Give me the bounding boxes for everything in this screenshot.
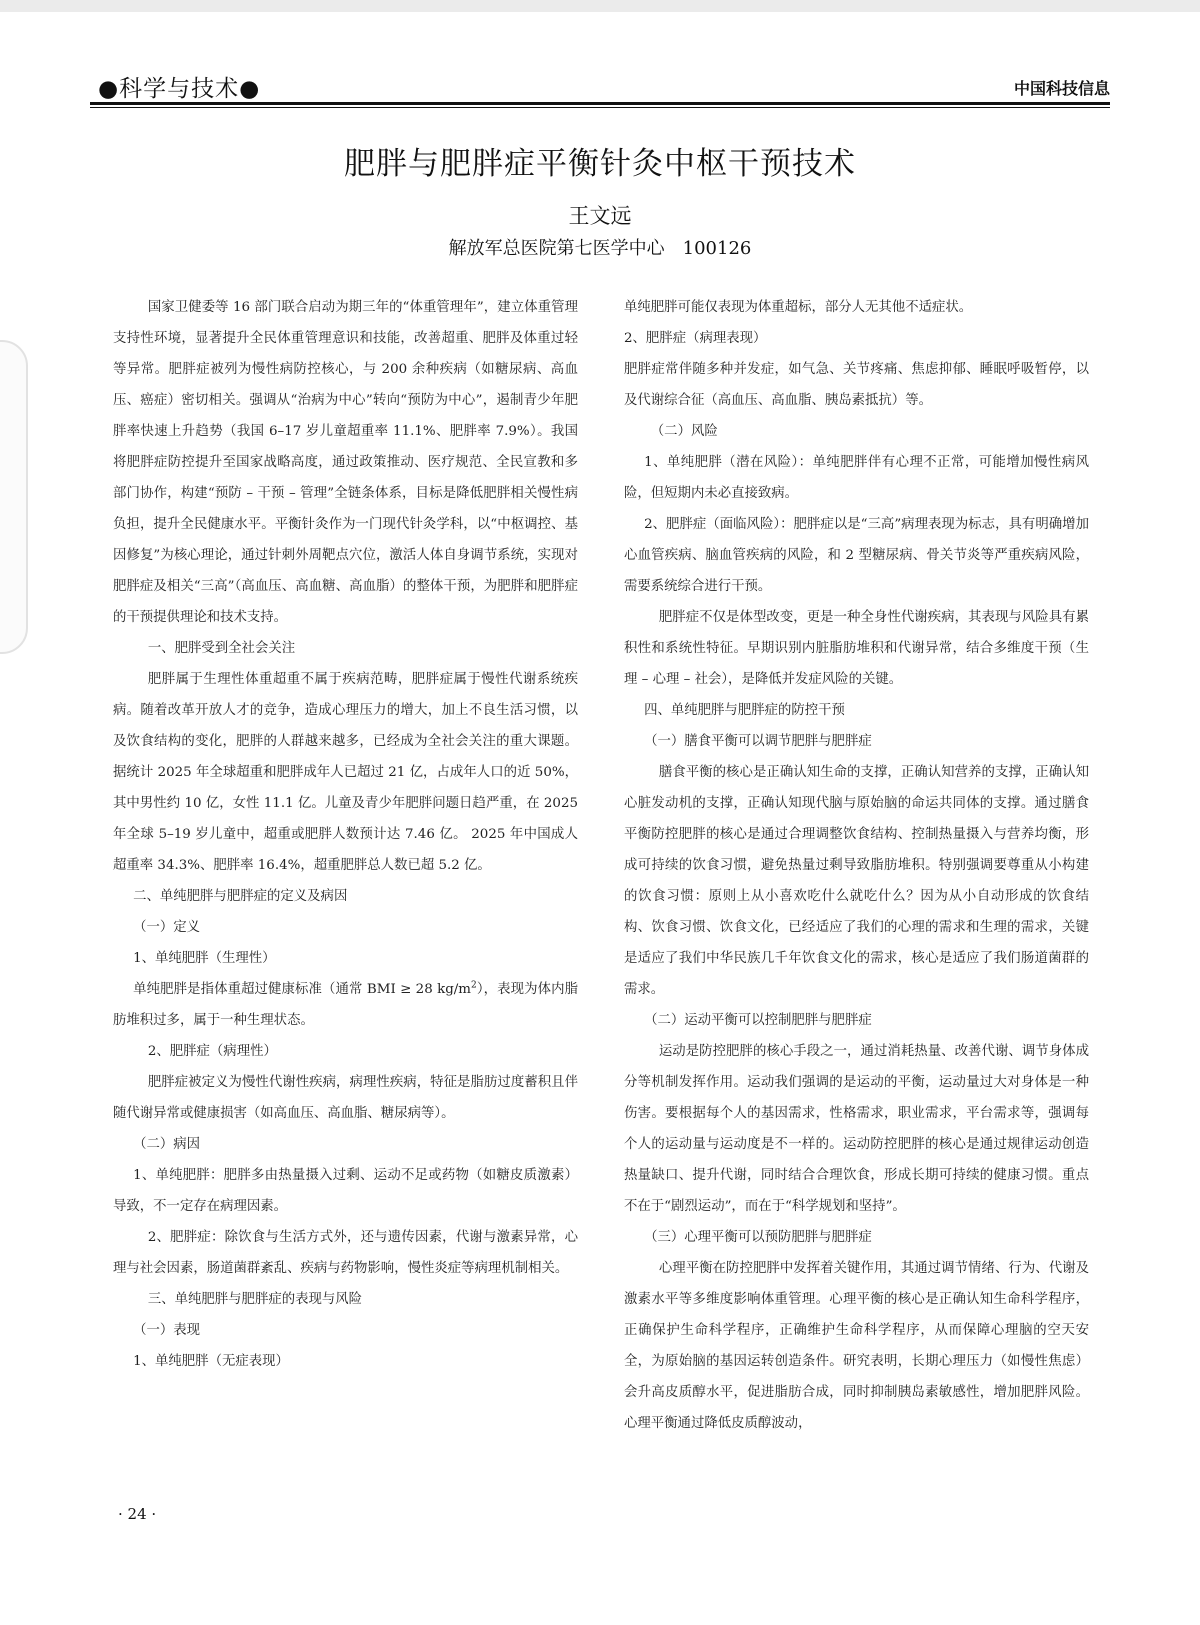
paragraph: 2、肥胖症（面临风险）：肥胖症以是“三高”病理表现为标志，具有明确增加心血管疾病、脑血管疾病的风险，和 2 型糖尿病、骨关节炎等严重疾病风险，需要系统综合进行干预。	[624, 517, 1089, 594]
paragraph: 单纯肥胖可能仅表现为体重超标，部分人无其他不适症状。	[624, 300, 973, 315]
journal-name: 中国科技信息	[1013, 79, 1110, 98]
article-title: 肥胖与肥胖症平衡针灸中枢干预技术	[344, 146, 856, 182]
item-heading: 2、肥胖症（病理表现）	[624, 331, 767, 346]
section-heading-1: 一、肥胖受到全社会关注	[147, 641, 296, 656]
paragraph: 1、单纯肥胖（潜在风险）：单纯肥胖伴有心理不正常，可能增加慢性病风险，但短期内未必直接致病。	[624, 455, 1089, 501]
paragraph: 肥胖症被定义为慢性代谢性疾病，病理性疾病，特征是脂肪过度蓄积且伴随代谢异常或健康损害（如高血压、高血脂、糖尿病等）。	[113, 1075, 578, 1121]
section-label: ●科学与技术●	[98, 76, 261, 102]
section-heading-4: 四、单纯肥胖与肥胖症的防控干预	[644, 703, 845, 718]
paragraph: 肥胖症常伴随多种并发症，如气急、关节疼痛、焦虑抑郁、睡眠呼吸暂停，以及代谢综合征（高血压、高血脂、胰岛素抵抗）等。	[624, 362, 1089, 408]
intro-paragraph: 国家卫健委等 16 部门联合启动为期三年的“体重管理年”，建立体重管理支持性环境，显著提升全民体重管理意识和技能，改善超重、肥胖及体重过轻等异常。肥胖症被列为慢性病防控核心，与 200 余种疾病（如糖尿病、高血压、癌症）密切相关。强调从“治病为中心”转向“预防为中心”，遏制青少年肥胖率快速上升趋势（我国 6–17 岁儿童超重率 11.1%、肥胖率 7.9%）。我国将肥胖症防控提升至国家战略高度，通过政策推动、医疗规范、全民宣教和多部门协作，构建“预防 – 干预 – 管理”全链条体系，目标是降低肥胖相关慢性病负担，提升全民健康水平。平衡针灸作为一门现代针灸学科，以“中枢调控、基因修复”为核心理论，通过针刺外周靶点穴位，激活人体自身调节系统，实现对肥胖症及相关“三高”（高血压、高血糖、高血脂）的整体干预，为肥胖和肥胖症的干预提供理论和技术支持。	[113, 300, 578, 625]
item-heading: 1、单纯肥胖（生理性）	[133, 951, 276, 966]
paragraph: 肥胖属于生理性体重超重不属于疾病范畴，肥胖症属于慢性代谢系统疾病。随着改革开放人才的竞争，造成心理压力的增大，加上不良生活习惯，以及饮食结构的变化，肥胖的人群越来越多，已经成为全社会关注的重大课题。 据统计 2025 年全球超重和肥胖成年人已超过 21 亿，占成年人口的近 50%，其中男性约 10 亿，女性 11.1 亿。儿童及青少年肥胖问题日趋严重，在 2025 年全球 5–19 岁儿童中，超重或肥胖人数预计达 7.46 亿。 2025 年中国成人超重率 34.3%、肥胖率 16.4%，超重肥胖总人数已超 5.2 亿。	[113, 672, 578, 873]
header-rule-thin	[90, 107, 1110, 108]
bmi-text: 单纯肥胖是指体重超过健康标准（通常 BMI ≥ 28 kg/m	[133, 982, 471, 997]
page-number: · 24 ·	[118, 1505, 157, 1523]
left-column	[113, 292, 578, 1377]
section-heading-3: 三、单纯肥胖与肥胖症的表现与风险	[147, 1292, 363, 1307]
item-heading: 2、肥胖症（病理性）	[147, 1044, 277, 1059]
subsection-heading: （三）心理平衡可以预防肥胖与肥胖症	[644, 1230, 872, 1245]
viewer-top-bar	[0, 0, 1200, 12]
paragraph: 肥胖症不仅是体型改变，更是一种全身性代谢疾病，其表现与风险具有累积性和系统性特征。早期识别内脏脂肪堆积和代谢异常，结合多维度干预（生理 – 心理 – 社会），是降低并发症风险的关键。	[624, 610, 1089, 687]
viewer-side-tab[interactable]	[0, 340, 28, 654]
affiliation-name: 解放军总医院第七医学中心	[448, 238, 665, 259]
bmi-text-tail: ），表现为体内脂肪堆积过多，属于一种生理状态。	[113, 982, 578, 1028]
article-author: 王文远	[568, 204, 632, 228]
item-heading: 1、单纯肥胖（无症表现）	[133, 1354, 289, 1369]
paragraph: 2、肥胖症：除饮食与生活方式外，还与遗传因素，代谢与激素异常，心理与社会因素，肠道菌群紊乱、疾病与药物影响，慢性炎症等病理机制相关。	[113, 1230, 578, 1276]
subsection-heading: （一）膳食平衡可以调节肥胖与肥胖症	[644, 734, 872, 749]
subsection-heading: （一）定义	[133, 920, 201, 935]
section-heading-2: 二、单纯肥胖与肥胖症的定义及病因	[133, 889, 348, 904]
subsection-heading: （二）病因	[133, 1137, 201, 1152]
paragraph: 膳食平衡的核心是正确认知生命的支撑，正确认知营养的支撑，正确认知心脏发动机的支撑，正确认知现代脑与原始脑的命运共同体的支撑。通过膳食平衡防控肥胖的核心是通过合理调整饮食结构、控制热量摄入与营养均衡，形成可持续的饮食习惯，避免热量过剩导致脂肪堆积。特别强调要尊重从小构建的饮食习惯：原则上从小喜欢吃什么就吃什么？因为从小自动形成的饮食结构、饮食习惯、饮食文化，已经适应了我们的心理的需求和生理的需求，关键是适应了我们中华民族几千年饮食文化的需求，核心是适应了我们肠道菌群的需求。	[624, 765, 1089, 997]
bmi-paragraph	[113, 974, 578, 1036]
bmi-superscript: 2	[470, 980, 477, 991]
subsection-heading: （二）风险	[650, 424, 718, 439]
affiliation-postcode: 100126	[682, 238, 752, 259]
article-affiliation	[0, 234, 1200, 260]
right-column	[624, 292, 1089, 1439]
header-rule-thick	[90, 102, 1110, 105]
paragraph: 运动是防控肥胖的核心手段之一，通过消耗热量、改善代谢、调节身体成分等机制发挥作用。运动我们强调的是运动的平衡，运动量过大对身体是一种伤害。要根据每个人的基因需求，性格需求，职业需求，平台需求等，强调每个人的运动量与运动度是不一样的。运动防控肥胖的核心是通过规律运动创造热量缺口、提升代谢，同时结合合理饮食，形成长期可持续的健康习惯。重点不在于“剧烈运动”，而在于“科学规划和坚持”。	[624, 1044, 1089, 1214]
subsection-heading: （二）运动平衡可以控制肥胖与肥胖症	[644, 1013, 872, 1028]
subsection-heading: （一）表现	[133, 1323, 201, 1338]
paragraph: 心理平衡在防控肥胖中发挥着关键作用，其通过调节情绪、行为、代谢及激素水平等多维度影响体重管理。心理平衡的核心是正确认知生命科学程序，正确保护生命科学程序，正确维护生命科学程序，从而保障心理脑的空天安全，为原始脑的基因运转创造条件。研究表明，长期心理压力（如慢性焦虑）会升高皮质醇水平，促进脂肪合成，同时抑制胰岛素敏感性，增加肥胖风险。心理平衡通过降低皮质醇波动，	[624, 1261, 1089, 1431]
paragraph: 1、单纯肥胖：肥胖多由热量摄入过剩、运动不足或药物（如糖皮质激素）导致，不一定存在病理因素。	[113, 1168, 578, 1214]
